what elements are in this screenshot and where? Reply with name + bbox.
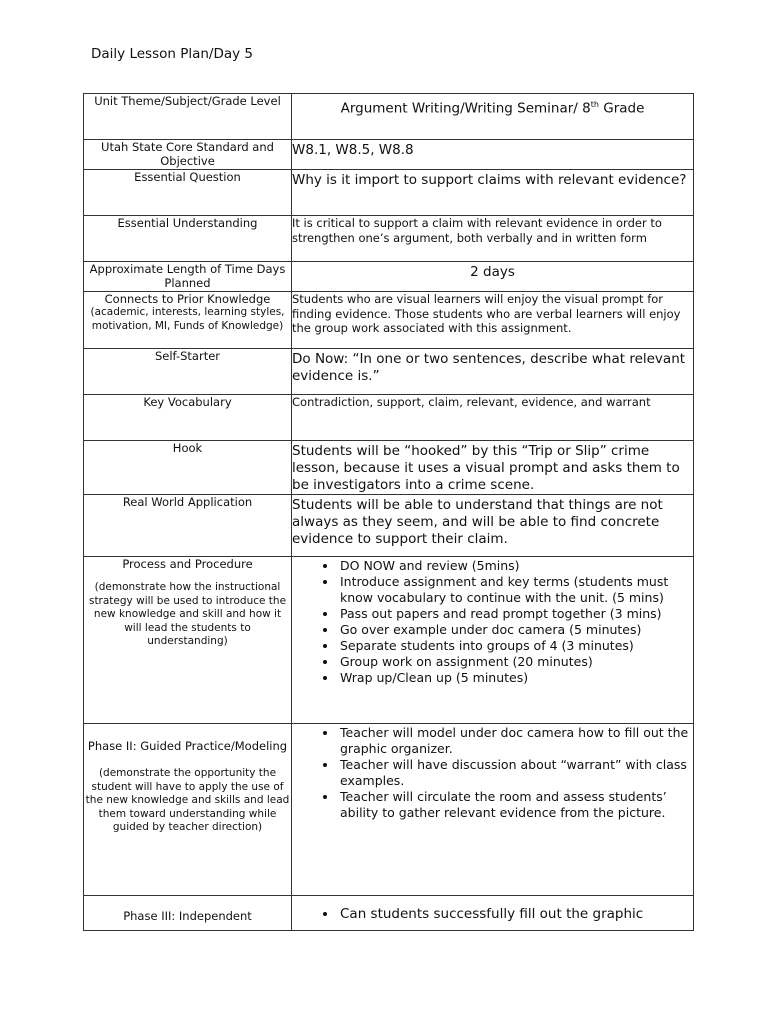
- row-label-essential-understanding: Essential Understanding: [84, 216, 292, 262]
- list-item: • Group work on assignment (20 minutes): [338, 654, 693, 670]
- row-label-essential-question: Essential Question: [84, 170, 292, 216]
- row-value-prior-knowledge: Students who are visual learners will enjoy the visual prompt for finding evidence. Those students who are verbal learners will enjoy the group work associated with this assignment.: [292, 292, 694, 349]
- prior-knowledge-label: Connects to Prior Knowledge: [104, 292, 271, 306]
- table-row: [84, 170, 694, 216]
- list-item: • Can students successfully fill out the graphic: [338, 906, 693, 923]
- list-item: • DO NOW and review (5mins): [338, 558, 693, 574]
- row-value-hook: Students will be “hooked” by this “Trip or Slip” crime lesson, because it uses a visual prompt and asks them to be investigators into a crime scene.: [292, 441, 694, 495]
- row-label-phase3: Phase III: Independent: [84, 896, 292, 931]
- row-value-essential-understanding: It is critical to support a claim with relevant evidence in order to strengthen one’s argument, both verbally and in written form: [292, 216, 694, 262]
- process-note: (demonstrate how the instructional strategy will be used to introduce the new knowledge and skill and how it will lead the students to understanding): [88, 581, 287, 647]
- row-value-essential-question: Why is it import to support claims with relevant evidence?: [292, 170, 694, 216]
- phase2-label: Phase II: Guided Practice/Modeling: [87, 739, 288, 753]
- table-row: [84, 140, 694, 170]
- row-label-key-vocabulary: Key Vocabulary: [84, 395, 292, 441]
- table-row: [84, 292, 694, 349]
- list-item: • Teacher will circulate the room and assess students’ ability to gather relevant evidence from the picture.: [338, 789, 693, 821]
- row-value-self-starter: Do Now: “In one or two sentences, describe what relevant evidence is.”: [292, 349, 694, 395]
- unit-theme-tail: Grade: [598, 100, 645, 117]
- row-value-length-of-time: 2 days: [292, 262, 694, 292]
- list-item: • Go over example under doc camera (5 minutes): [338, 622, 693, 638]
- row-value-phase2: [292, 724, 694, 896]
- row-label-length-of-time: Approximate Length of Time Days Planned: [84, 262, 292, 292]
- row-value-key-vocabulary: Contradiction, support, claim, relevant, evidence, and warrant: [292, 395, 694, 441]
- table-row: [84, 349, 694, 395]
- table-row: [84, 395, 694, 441]
- list-item: • Separate students into groups of 4 (3 minutes): [338, 638, 693, 654]
- table-row: [84, 724, 694, 896]
- row-label-core-standard: Utah State Core Standard and Objective: [84, 140, 292, 170]
- row-label-hook: Hook: [84, 441, 292, 495]
- row-label-real-world: Real World Application: [84, 495, 292, 557]
- list-item: • Wrap up/Clean up (5 minutes): [338, 670, 693, 686]
- process-list: [292, 558, 693, 686]
- row-label-process: [84, 557, 292, 724]
- row-value-process: [292, 557, 694, 724]
- row-label-self-starter: Self-Starter: [84, 349, 292, 395]
- table-row: [84, 94, 694, 140]
- row-value-unit-theme: [292, 94, 694, 140]
- list-item: • Introduce assignment and key terms (students must know vocabulary to continue with the unit. (5 mins): [338, 574, 693, 606]
- document-title: Daily Lesson Plan/Day 5: [91, 46, 254, 62]
- unit-theme-text: Argument Writing/Writing Seminar/ 8: [340, 100, 591, 117]
- row-value-core-standard: W8.1, W8.5, W8.8: [292, 140, 694, 170]
- table-row: [84, 896, 694, 931]
- list-item: • Teacher will have discussion about “warrant” with class examples.: [338, 757, 693, 789]
- lesson-plan-table: [83, 93, 694, 931]
- row-label-prior-knowledge: [84, 292, 292, 349]
- phase2-note: (demonstrate the opportunity the student will have to apply the use of the new knowledge and skills and lead them toward understanding while guided by teacher direction): [85, 767, 290, 833]
- row-label-phase2: [84, 724, 292, 896]
- table-row: [84, 216, 694, 262]
- list-item: • Teacher will model under doc camera how to fill out the graphic organizer.: [338, 725, 693, 757]
- process-label: Process and Procedure: [122, 557, 253, 571]
- phase3-list: [292, 906, 693, 923]
- table-row: [84, 262, 694, 292]
- row-value-phase3: [292, 896, 694, 931]
- list-item: • Pass out papers and read prompt together (3 mins): [338, 606, 693, 622]
- phase2-list: [292, 725, 693, 821]
- table-row: [84, 441, 694, 495]
- row-label-unit-theme: Unit Theme/Subject/Grade Level: [84, 94, 292, 140]
- table-row: [84, 495, 694, 557]
- prior-knowledge-sublabel: (academic, interests, learning styles, motivation, MI, Funds of Knowledge): [90, 306, 285, 332]
- table-row: [84, 557, 694, 724]
- row-value-real-world: Students will be able to understand that things are not always as they seem, and will be able to find concrete evidence to support their claim.: [292, 495, 694, 557]
- unit-theme-superscript: th: [590, 100, 599, 109]
